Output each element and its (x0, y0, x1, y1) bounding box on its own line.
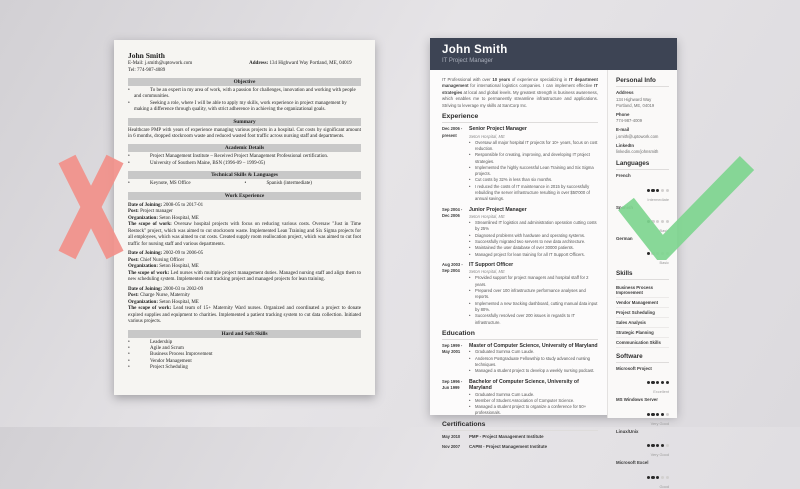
rating-dot (647, 413, 650, 416)
resume-header (430, 38, 677, 70)
job-bullets (469, 140, 598, 203)
scope-line: The scope of work: Led nurses with multiple project management duties. Managed nursing staff and align them to new scheduling system. Implemented cost tracking project and managed projects for lean training. (128, 270, 361, 283)
objective-list (128, 88, 361, 114)
org-line: Organization: Seton Hospital, ME (128, 264, 199, 270)
experience-entry (442, 126, 598, 202)
language-name: French (616, 173, 631, 179)
job-organization: Seton Hospital, ME (469, 214, 505, 220)
rating-dot (661, 413, 664, 416)
post-line: Post: Chief Nursing Officer (128, 257, 185, 263)
list-item: • Member of Student Association of Computer Science. (469, 398, 598, 404)
experience-list (442, 126, 598, 326)
rating-dots (616, 404, 669, 420)
sidebar-header-personal-info: Personal Info (616, 77, 669, 87)
job-bullets (469, 220, 598, 258)
rating-label: Excellent (653, 389, 669, 395)
list-item: • Prepared over 100 infrastructure performance analyses and reports. (469, 288, 598, 301)
degree-bullets (469, 349, 598, 374)
rating-dot (661, 476, 664, 479)
software-name: Microsoft Project (616, 365, 652, 371)
tel-line: Tel: 774-987-4089 (128, 67, 166, 73)
language-name: German (616, 236, 633, 242)
rating-dot (651, 381, 654, 384)
rating-dot (661, 381, 664, 384)
field-value: Portland, ME, 04019 (616, 102, 655, 108)
date-range: Sep 1996 - Jun 1999 (442, 378, 463, 390)
resume-job-title: IT Project Manager (442, 58, 493, 64)
field-value: j.smith@uptowork.com (616, 133, 659, 139)
address-line: Address: 134 Highward Way Portland, ME, 04019 (249, 61, 352, 66)
list-item: • University of Southern Maine, BSN (1996-09 – 1999-05) (128, 161, 361, 167)
skill-item: Vendor Management (616, 298, 669, 308)
academic-list (128, 154, 361, 167)
date-range: Aug 2003 - Sep 2004 (442, 261, 463, 274)
summary-paragraph: Healthcare PMP with years of experience managing various projects in a hospital. Cut costs by significant amount in 6 months, dropped stockroom waste and reduced wasted foot traffic across nursing staff and departments. (128, 127, 361, 139)
list-item: • Leadership (128, 340, 361, 346)
software-name: MS Windows Server (616, 397, 658, 403)
job-title: Senior Project Manager (469, 126, 527, 133)
section-header-work-experience: Work Experience (128, 192, 361, 200)
rating-dot (666, 381, 669, 384)
list-item: • Diagnosed problems with hardware and operating systems. (469, 233, 598, 239)
personal-info-field (616, 127, 669, 140)
list-item: • Business Process Improvement (128, 352, 361, 358)
rating-dot (656, 381, 659, 384)
certification-entry (442, 444, 598, 450)
plain-resume-page (114, 40, 375, 395)
software-name: Linux/Unix (616, 428, 639, 434)
summary-segment: IT Professional with over (442, 77, 493, 82)
skill-item: Project Scheduling (616, 308, 669, 318)
job-bullets (469, 275, 598, 325)
work-experience-entry (128, 287, 361, 326)
summary-segment: of experience specializing in (510, 77, 570, 82)
field-value: 774-987-4009 (616, 118, 643, 124)
rating-label: Basic (659, 259, 669, 265)
rating-label: Very Good (650, 420, 669, 426)
section-header-skills: Hard and Soft Skills (128, 330, 361, 338)
field-value: linkedin.com/johnsmith (616, 149, 659, 155)
degree-bullets (469, 392, 598, 417)
software-name: Microsoft Excel (616, 460, 649, 466)
date-line: Date of Joining: 2000-03 to 2002-09 (128, 286, 204, 292)
degree-title: Bachelor of Computer Science, University of Maryland (469, 378, 579, 391)
rating-dot (666, 476, 669, 479)
list-item: • Maintained the user database of over 30000 patients. (469, 245, 598, 251)
summary-segment: 10 years (492, 77, 511, 82)
summary-segment: IT strategies (442, 83, 598, 95)
certification-entry (442, 434, 598, 440)
section-header-objective: Objective (128, 78, 361, 86)
work-experience-entry (128, 251, 361, 284)
rating-label: Very Good (650, 452, 669, 458)
software-item (616, 366, 669, 395)
sidebar-header-languages: Languages (616, 160, 669, 170)
software-section (616, 353, 669, 489)
list-item: • Oversaw all major hospital IT projects for 10+ years, focus on cost reduction. (469, 140, 598, 153)
rating-dot (647, 381, 650, 384)
list-item: • Spanish (intermediate) (245, 181, 362, 187)
scope-line: The scope of work: Oversaw hospital projects with focus on reducing various costs. Oversaw "Just in Time Restock" project, which was aimed to cut stockroom waste. Implemented Lean Training and Six Sigma projects for all employees, which was aimed to cut costs. Created supply room reallocation project, which was aimed to cut foot traffic for nursing staff and various departments. (128, 222, 361, 247)
scope-line: The scope of work: Lead team of 15+ Maternity Ward nurses. Organized and coordinated a project to donate expired supplies and equipment to charities. Implemented a patient tracking system to cut data collection. Initiated various projects. (128, 306, 361, 325)
personal-info-section (616, 77, 669, 155)
work-experience-list (128, 203, 361, 326)
resume-name: John Smith (128, 51, 165, 60)
date-range: Sep 1999 - May 2001 (442, 342, 463, 355)
cert-title: PMP - Project Management Institute (469, 433, 544, 439)
list-item: • Managed project for lean training for all IT Support Officers. (469, 252, 598, 258)
summary-segment: for international logistics companies. I can implement effective (468, 83, 595, 89)
list-item: • To be an expert in my area of work, with a passion for challenges, innovation and working with people and communities. (128, 88, 361, 101)
list-item: • Implemented the highly successful Lean Training and Six Sigma projects. (469, 165, 598, 178)
org-line: Organization: Seton Hospital, ME (128, 215, 199, 221)
list-item: • Responsible for creating, improving, and developing IT project strategies. (469, 152, 598, 165)
rating-label: Intermediate (647, 196, 669, 202)
section-header-academic: Academic Details (128, 144, 361, 152)
list-item: • Keynote, MS Office (128, 181, 245, 187)
cert-date: Nov 2007 (442, 444, 460, 450)
experience-entry (442, 262, 598, 326)
org-line: Organization: Seton Hospital, ME (128, 299, 199, 305)
field-label: LinkedIn (616, 142, 635, 148)
list-item: • Successfully migrated two servers to new data architecture. (469, 239, 598, 245)
list-item: • Vendor Management (128, 359, 361, 365)
summary-segment: IT department management (442, 77, 598, 89)
rating-dot (666, 444, 669, 447)
tech-skills-columns (128, 181, 361, 187)
sidebar-header-software: Software (616, 353, 669, 363)
rating-dot (661, 444, 664, 447)
sidebar-header-skills: Skills (616, 270, 669, 280)
date-range: Dec 2006 - present (442, 126, 463, 138)
list-item: • Project Scheduling (128, 365, 361, 371)
section-header-experience: Experience (442, 113, 598, 123)
contact-block (128, 61, 361, 74)
post-line: Post: Charge Nurse, Maternity (128, 293, 190, 299)
education-entry (442, 343, 598, 375)
resume-main-column (430, 70, 607, 450)
list-item: • Implemented a new tracking dashboard, cutting manual data input by 80%. (469, 301, 598, 314)
rating-dots (616, 372, 669, 388)
rating-dot (666, 413, 669, 416)
section-header-certifications: Certifications (442, 421, 598, 431)
email-line: E-Mail: j.smith@uptowork.com (128, 61, 193, 66)
software-item (616, 460, 669, 489)
list-item: • Project Management Institute – Received Project Management Professional certification. (128, 154, 361, 160)
rating-dot (656, 476, 659, 479)
skill-item: Strategic Planning (616, 328, 669, 338)
experience-entry (442, 207, 598, 258)
language-name: Spanish (616, 204, 634, 210)
certifications-list (442, 434, 598, 451)
job-title: IT Support Officer (469, 261, 514, 268)
skill-item: Sales Analysis (616, 318, 669, 328)
cert-title: CAPM - Project Management Institute (469, 444, 548, 450)
skill-item: Communication Skills (616, 338, 669, 348)
date-line: Date of Joining: 2002-09 to 2006-05 (128, 251, 204, 257)
date-line: Date of Joining: 2008-05 to 2017-01 (128, 202, 204, 208)
field-label: Address (616, 90, 634, 95)
skills-list (128, 340, 361, 372)
job-organization: Seton Hospital, ME (469, 133, 505, 139)
checkmark-icon (616, 156, 756, 260)
rating-label: Basic (659, 228, 669, 234)
list-item: • Successfully resolved over 200 issues in regards to IT infrastructure. (469, 313, 598, 326)
rating-label: Good (659, 483, 669, 489)
post-line: Post: Project manager (128, 209, 173, 215)
date-range: Sep 2004 - Dec 2006 (442, 206, 463, 218)
skill-item: Business Process Improvement (616, 283, 669, 298)
rating-dot (656, 444, 659, 447)
rating-dot (651, 413, 654, 416)
section-header-tech-skills: Technical Skills & Languages (128, 171, 361, 179)
personal-info-field (616, 143, 669, 156)
personal-info-field (616, 90, 669, 109)
list-item: • I reduced the costs of IT maintenance in 2015 by successfully rebuilding the server infrastructure resulting in over $50'000 of annual savings. (469, 184, 598, 203)
job-title: Junior Project Manager (469, 206, 527, 213)
resume-name: John Smith (442, 44, 508, 56)
field-label: E-mail (616, 127, 630, 133)
work-experience-entry (128, 203, 361, 249)
software-item (616, 397, 669, 426)
list-item: • Managed a student project to develop a weekly nursing podcast. (469, 368, 598, 374)
rating-dots (616, 435, 669, 451)
education-list (442, 343, 598, 417)
list-item: • Streamlined IT logistics and administration operation cutting costs by 25% (469, 220, 598, 233)
list-item: • Anderson Postgraduate Fellowship to study advanced nursing techniques. (469, 356, 598, 369)
rating-dot (656, 413, 659, 416)
section-header-summary: Summary (128, 118, 361, 126)
personal-info-field (616, 112, 669, 125)
education-entry (442, 379, 598, 417)
list-item: • Provided support for project managers and hospital staff for 2 years. (469, 275, 598, 288)
cert-date: May 2010 (442, 433, 461, 439)
field-label: Phone (616, 111, 630, 117)
rating-dot (651, 444, 654, 447)
rating-dots (616, 467, 669, 483)
rating-dot (651, 476, 654, 479)
list-item: • Cut costs by 32% in less than six months. (469, 177, 598, 183)
degree-title: Master of Computer Science, University of Maryland (469, 342, 598, 349)
field-value: 134 Highward Way (616, 96, 652, 102)
summary-segment: at local and global levels. My greatest strength is business awareness, which enables me to permanently streamline infrastructure and applications. Striving to leverage my skills at SanCorp Inc. (442, 89, 598, 108)
list-item: • Managed a student project to organize a conference for 50+ professionals. (469, 404, 598, 417)
summary-paragraph (442, 77, 598, 109)
software-item (616, 429, 669, 458)
list-item: • Graduated Summa Cum Laude. (469, 392, 598, 398)
skills-section (616, 270, 669, 348)
job-organization: Seton Hospital, ME (469, 269, 505, 275)
section-header-education: Education (442, 330, 598, 340)
rating-dot (647, 476, 650, 479)
list-item: • Seeking a role, where I will be able to apply my skills, work experience in project management by making a difference through quality, with strict adherence in achieving the organizational goals. (128, 101, 361, 114)
list-item: • Graduated Summa Cum Laude. (469, 349, 598, 355)
list-item: • Agile and Scrum (128, 346, 361, 352)
rating-dot (647, 444, 650, 447)
x-icon (56, 148, 126, 266)
